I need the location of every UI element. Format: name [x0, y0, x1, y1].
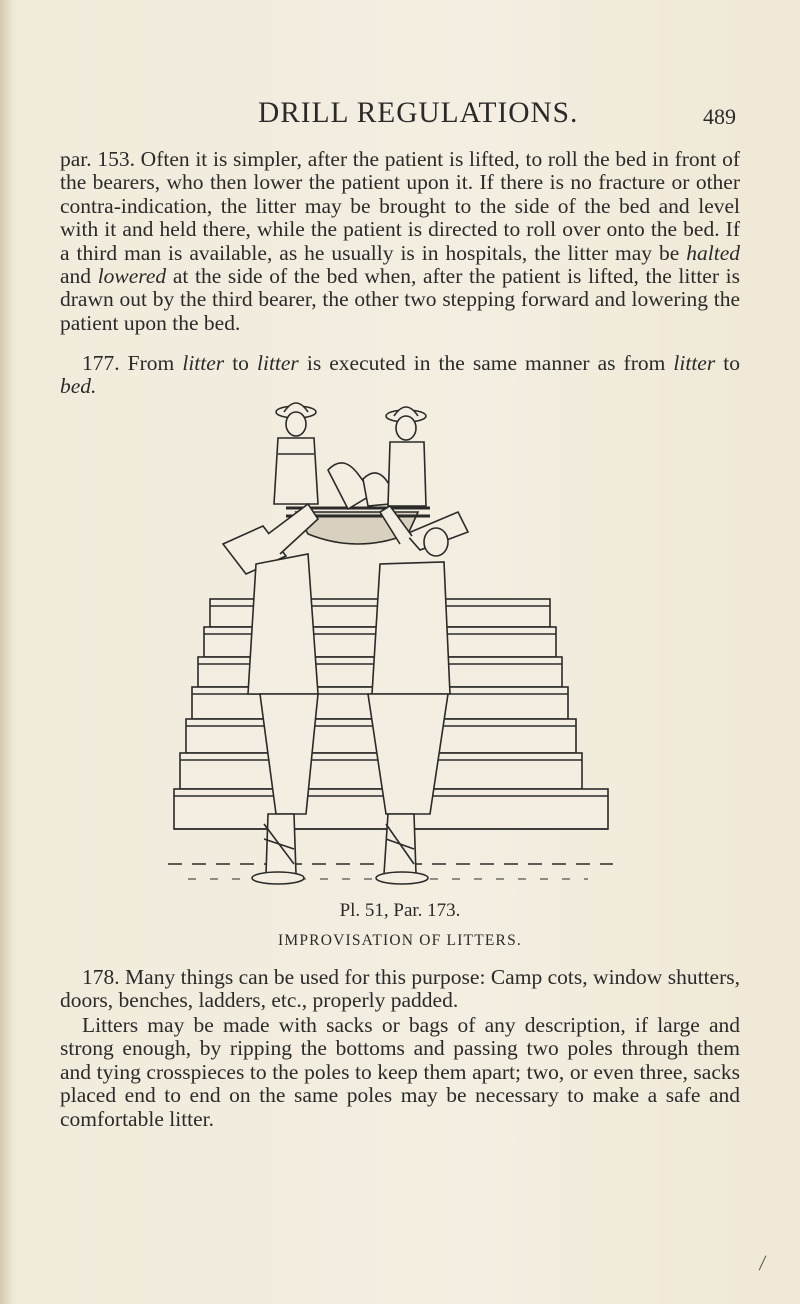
- litter-bearers-illustration: [168, 394, 618, 899]
- paragraph-178: 178. Many things can be used for this purpose: Camp cots, window shutters, doors, benches, ladders, etc., properly padded.: [60, 965, 740, 1013]
- header-title: DRILL REGULATIONS.: [258, 96, 579, 129]
- bearer-back-left: [274, 403, 318, 504]
- paragraph-text: at the side of the bed when, after the patient is lifted, the litter is drawn out by the third bearer, the other two stepping forward and lowering the patient upon the bed.: [60, 264, 740, 335]
- italic-term: halted: [686, 240, 740, 265]
- paragraph-text: to: [715, 351, 740, 375]
- margin-mark: [759, 1256, 767, 1271]
- paragraph-text: par. 153. Often it is simpler, after the patient is lifted, to roll the bed in front of the bearers, who then lower the patient upon it. If there is no fracture or other contra-indication, the litter may be brought to the side of the bed and level with it and held there, while the patient is directed to roll over onto the bed. If a third man is available, as he usually is in hospitals, the litter may be: [60, 147, 740, 265]
- italic-term: lowered: [97, 264, 167, 289]
- paragraph-177: [60, 352, 740, 399]
- section-heading: IMPROVISATION OF LITTERS.: [278, 932, 522, 949]
- paragraph-text: and: [60, 264, 98, 289]
- italic-term: bed.: [60, 374, 97, 399]
- italic-term: litter: [257, 351, 299, 375]
- running-header: [0, 96, 800, 136]
- paragraph-text: to: [224, 351, 257, 375]
- paragraph-153: [60, 148, 740, 335]
- italic-term: litter: [182, 351, 225, 375]
- italic-term: litter: [673, 351, 716, 375]
- page-edge-shadow: [0, 0, 12, 1304]
- bearer-back-right: [386, 407, 426, 506]
- page-number: 489: [703, 104, 736, 129]
- paragraph-text: 177. From: [82, 351, 183, 375]
- paragraph-litters-sacks: Litters may be made with sacks or bags of any description, if large and strong enough, by ripping the bottoms and passing two poles through them and tying crosspieces to the poles to keep them apart; two, or even three, sacks placed end to end on the same poles may be necessary to make a safe and comfortable litter.: [60, 1013, 740, 1131]
- figure-caption: Pl. 51, Par. 173.: [339, 900, 461, 921]
- paragraph-text: is executed in the same manner as from: [298, 351, 674, 375]
